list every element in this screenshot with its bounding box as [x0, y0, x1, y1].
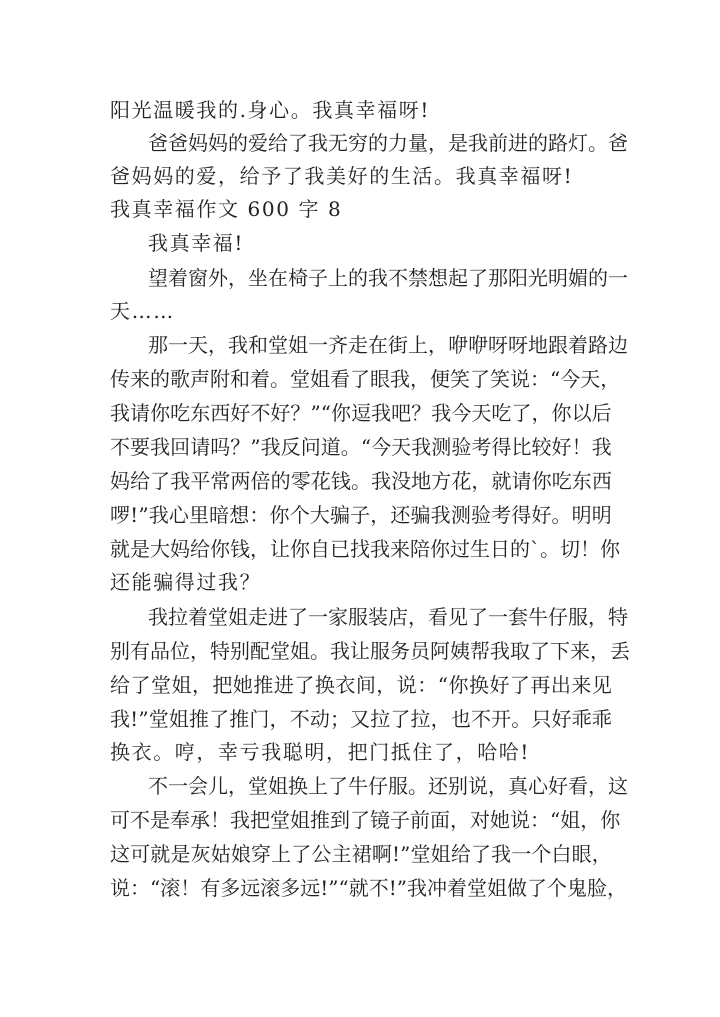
text-line: 给 了 堂 姐 ， 把 她 推 进 了 换 衣 间 ， 说 ： “ 你 换 好 了 再 出 来 见 — [110, 673, 612, 697]
text-line: 我真幸福! — [148, 231, 245, 255]
text-line: 爸 爸 妈 妈 的 爱 给 了 我 无 穷 的 力 量 ， 是 我 前 进 的 路 灯 。 爸 — [148, 131, 628, 155]
text-line: 说 ： “ 滚 ！ 有 多 远 滚 多 远 ! ” “ 就 不 ! ” 我 冲 着 堂 姐 做 了 个 鬼 脸 ， — [110, 876, 628, 900]
text-line: 望 着 窗 外 ， 坐 在 椅 子 上 的 我 不 禁 想 起 了 那 阳 光 明 媚 的 一 — [148, 266, 628, 290]
text-line: 我 ! ” 堂 姐 推 了 推 门 ， 不 动 ； 又 拉 了 拉 ， 也 不 开 。 只 好 乖 乖 — [110, 707, 612, 731]
text-line: 阳光温暖我的.身心。我真幸福呀! — [110, 98, 430, 122]
text-line: 就 是 大 妈 给 你 钱 ， 让 你 自 已 找 我 来 陪 你 过 生 日 的 ` 。 切 ！ 你 — [110, 537, 620, 561]
text-line: 我 拉 着 堂 姐 走 进 了 一 家 服 装 店 ， 看 见 了 一 套 牛 仔 服 ， 特 — [148, 605, 628, 629]
text-line: 不 一 会 儿 ， 堂 姐 换 上 了 牛 仔 服 。 还 别 说 ， 真 心 好 看 ， 这 — [148, 774, 628, 798]
text-line: 这 可 就 是 灰 姑 娘 穿 上 了 公 主 裙 啊 ! ” 堂 姐 给 了 我 一 个 白 眼 ， — [110, 842, 612, 866]
text-line: 别 有 品 位 ， 特 别 配 堂 姐 。 我 让 服 务 员 阿 姨 帮 我 取 了 下 来 ， 丢 — [110, 639, 630, 663]
text-line: 妈 给 了 我 平 常 两 倍 的 零 花 钱 。 我 没 地 方 花 ， 就 请 你 吃 东 西 — [110, 469, 612, 493]
text-line: 可 不 是 奉 承 ！ 我 把 堂 姐 推 到 了 镜 子 前 面 ， 对 她 说 ： “ 姐 ， 你 — [110, 808, 621, 832]
text-line: 天…… — [110, 299, 175, 323]
text-line: 不 要 我 回 请 吗 ？ ” 我 反 问 道 。 “ 今 天 我 测 验 考 得 比 较 好 ！ 我 — [110, 435, 612, 459]
text-line: 还能骗得过我？ — [110, 570, 262, 594]
section-heading: 我真幸福作文 600 字 8 — [110, 197, 343, 221]
text-line: 爸妈妈的爱，给予了我美好的生活。我真幸福呀! — [110, 164, 574, 188]
text-line: 换衣。哼，幸亏我聪明，把门抵住了，哈哈! — [110, 740, 531, 764]
text-line: 传 来 的 歌 声 附 和 着 。 堂 姐 看 了 眼 我 ， 便 笑 了 笑 说 ： “ 今 天 ， — [110, 367, 621, 391]
text-line: 我 请 你 吃 东 西 好 不 好 ？ ” “ 你 逗 我 吧 ？ 我 今 天 吃 了 ， 你 以 后 — [110, 401, 612, 425]
text-line: 啰 ! ” 我 心 里 暗 想 ： 你 个 大 骗 子 ， 还 骗 我 测 验 考 得 好 。 明 明 — [110, 503, 612, 527]
text-line: 那 一 天 ， 我 和 堂 姐 一 齐 走 在 街 上 ， 咿 咿 呀 呀 地 跟 着 路 边 — [148, 333, 628, 357]
